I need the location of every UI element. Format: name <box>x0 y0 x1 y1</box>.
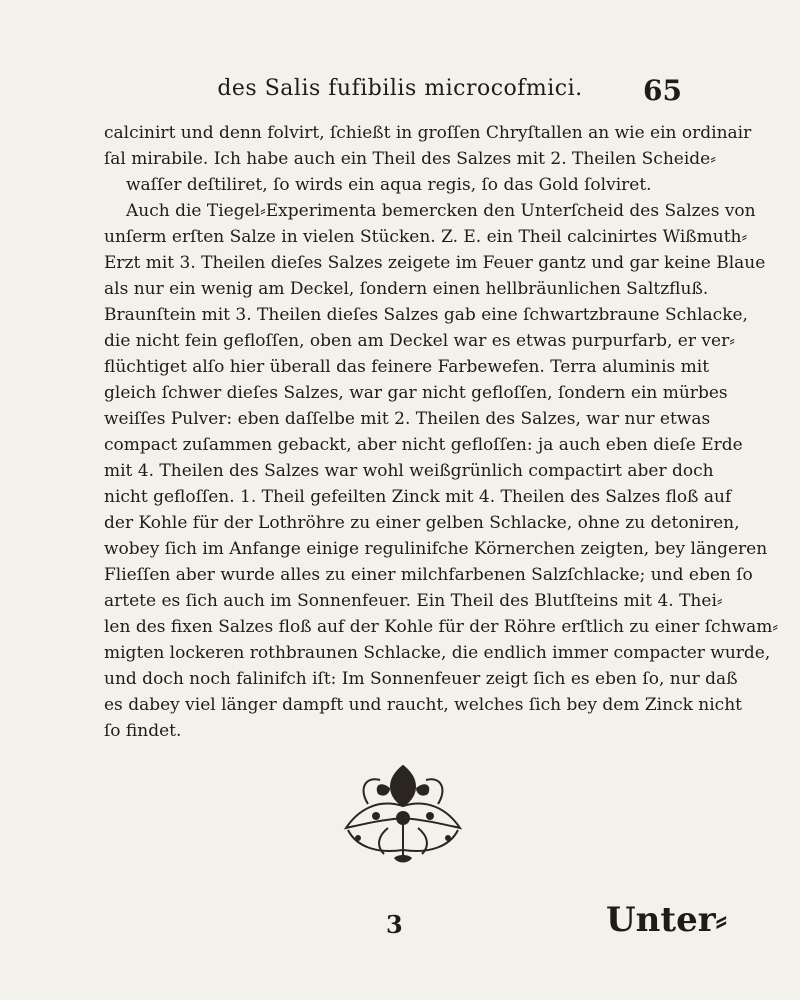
text-line: unſerm erſten Salze in vielen Stücken. Z. E. ein Theil calcinirtes Wißmuth⸗ <box>104 227 748 247</box>
text-line: wobey ſich im Anfange einige regulinifche Körnerchen zeigten, bey längeren <box>104 539 768 559</box>
text-line: waſſer deſtiliret, ſo wirds ein aqua regis, ſo das Gold ſolviret. <box>126 175 652 195</box>
text-line: mit 4. Theilen des Salzes war wohl weißgrünlich compactirt aber doch <box>104 461 714 481</box>
text-line: ſo findet. <box>104 721 182 741</box>
page-number: 65 <box>643 74 682 107</box>
text-line: nicht gefloſſen. 1. Theil gefeilten Zinck mit 4. Theilen des Salzes floß auf <box>104 487 732 507</box>
text-line: compact zuſammen gebackt, aber nicht gefloſſen: ja auch eben dieſe Erde <box>104 435 743 455</box>
body-text <box>104 120 778 744</box>
text-line: artete es ſich auch im Sonnenfeuer. Ein Theil des Blutſteins mit 4. Thei⸗ <box>104 591 723 611</box>
text-line: es dabey viel länger dampft und raucht, welches ſich bey dem Zinck nicht <box>104 695 742 715</box>
text-line: ſal mirabile. Ich habe auch ein Theil des Salzes mit 2. Theilen Scheide⸗ <box>104 149 716 169</box>
text-line: calcinirt und denn folvirt, ſchießt in groſſen Chryſtallen an wie ein ordinair <box>104 123 752 143</box>
page-header <box>0 70 800 110</box>
text-line: die nicht fein gefloſſen, oben am Deckel war es etwas purpurfarb, er ver⸗ <box>104 331 735 351</box>
text-line: Auch die Tiegel⸗Experimenta bemercken den Unterſcheid des Salzes von <box>126 201 756 221</box>
signature-mark: 3 <box>386 910 403 939</box>
catchword: Unter⸗ <box>606 900 727 940</box>
text-line: Erzt mit 3. Theilen dieſes Salzes zeigete im Feuer gantz und gar keine Blaue <box>104 253 766 273</box>
text-line: als nur ein wenig am Deckel, ſondern einen hellbräunlichen Saltzfluß. <box>104 279 709 299</box>
text-line: Flieſſen aber wurde alles zu einer milchfarbenen Salzſchlacke; und eben ſo <box>104 565 753 585</box>
text-line: der Kohle für der Lothröhre zu einer gelben Schlacke, ohne zu detoniren, <box>104 513 740 533</box>
text-line: Braunſtein mit 3. Theilen dieſes Salzes gab eine ſchwartzbraune Schlacke, <box>104 305 748 325</box>
text-line: migten lockeren rothbraunen Schlacke, die endlich immer compacter wurde, <box>104 643 771 663</box>
floral-vignette-icon <box>328 758 478 868</box>
text-line: gleich ſchwer dieſes Salzes, war gar nicht gefloſſen, ſondern ein mürbes <box>104 383 728 403</box>
running-title: des Salis fufibilis microcofmici. <box>217 76 583 101</box>
text-line: len des fixen Salzes floß auf der Kohle für der Röhre erſtlich zu einer ſchwam⸗ <box>104 617 778 637</box>
text-line: und doch noch falinifch iſt: Im Sonnenfeuer zeigt ſich es eben ſo, nur daß <box>104 669 738 689</box>
text-line: weiſſes Pulver: eben daſſelbe mit 2. Theilen des Salzes, war nur etwas <box>104 409 711 429</box>
text-line: flüchtiget alſo hier überall das feinere Farbewefen. Terra aluminis mit <box>104 357 710 377</box>
